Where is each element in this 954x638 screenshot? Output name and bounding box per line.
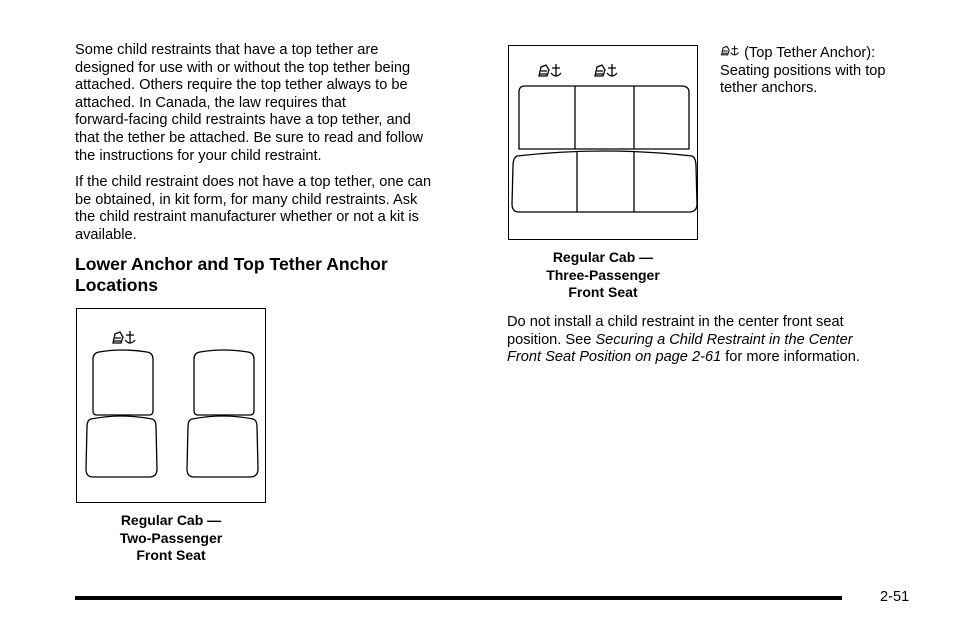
legend-text: tether anchors.: [720, 80, 818, 97]
caption-line: Regular Cab —: [552, 249, 654, 265]
figure-caption-three-passenger: [508, 249, 698, 302]
cross-reference-link[interactable]: Front Seat Position on page 2-61: [507, 349, 722, 366]
legend-text: (Top Tether Anchor):: [744, 45, 876, 61]
two-passenger-seat-illustration: [77, 309, 267, 504]
text-line: that the tether be attached. Be sure to read and follow: [75, 129, 424, 146]
caption-line: Front Seat: [136, 547, 206, 564]
text-line: forward-facing child restraints have a top tether, and: [75, 112, 411, 129]
heading-line: Lower Anchor and Top Tether Anchor: [75, 254, 388, 274]
text-line: available.: [75, 226, 137, 243]
text-line: Do not install a child restraint in the center front seat: [507, 314, 844, 330]
caption-line: Three-Passenger: [546, 266, 660, 283]
footer-rule: [75, 596, 842, 600]
tether-anchor-legend: [720, 43, 886, 98]
three-passenger-seat-figure: [508, 45, 698, 240]
text-line: position. See: [507, 331, 596, 348]
top-tether-anchor-icon: [113, 331, 135, 343]
caption-line: Front Seat: [568, 284, 638, 301]
kit-paragraph: [75, 174, 431, 244]
text-line: If the child restraint does not have a top tether, one can: [75, 174, 432, 190]
center-seat-note: [507, 314, 860, 367]
text-line: attached. Others require the top tether always to be: [75, 77, 408, 94]
section-heading: [75, 254, 388, 296]
text-line: the child restraint manufacturer whether or not a kit is: [75, 209, 419, 226]
page-number: 2-51: [880, 589, 910, 605]
top-tether-anchor-icon: [720, 43, 740, 59]
caption-line: Regular Cab —: [120, 512, 222, 528]
top-tether-anchor-icon: [595, 64, 617, 76]
intro-paragraph: [75, 42, 423, 165]
text-line: attached. In Canada, the law requires that: [75, 94, 346, 111]
text-line: for more information.: [721, 349, 860, 366]
text-line: the instructions for your child restraint.: [75, 147, 322, 164]
top-tether-anchor-icon: [539, 64, 561, 76]
cross-reference-link[interactable]: Securing a Child Restraint in the Center: [595, 331, 853, 348]
legend-text: Seating positions with top: [720, 62, 886, 79]
caption-line: Two-Passenger: [119, 529, 223, 546]
text-line: designed for use with or without the top tether being: [75, 59, 411, 76]
two-passenger-seat-figure: [76, 308, 266, 503]
figure-caption-two-passenger: [76, 512, 266, 565]
text-line: Some child restraints that have a top tether are: [75, 42, 379, 58]
heading-line: Locations: [75, 275, 159, 295]
three-passenger-seat-illustration: [509, 46, 699, 241]
text-line: be obtained, in kit form, for many child restraints. Ask: [75, 191, 418, 208]
